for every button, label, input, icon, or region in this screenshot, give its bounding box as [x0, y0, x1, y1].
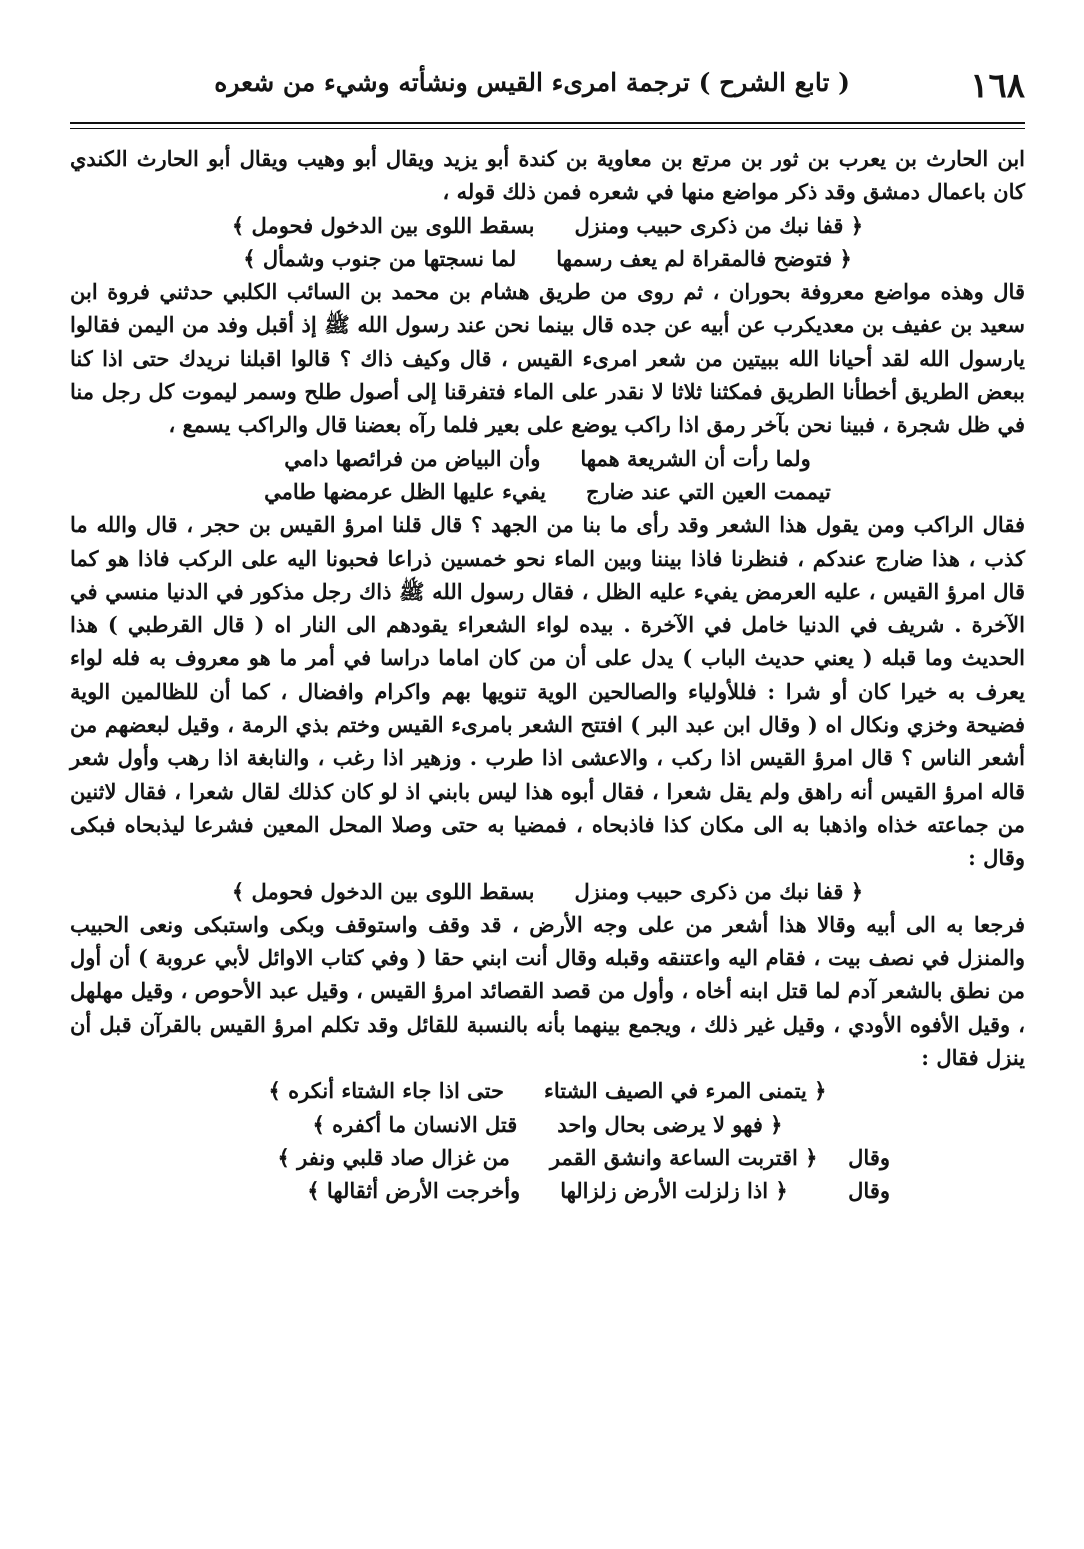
- verse-block: [70, 1074, 1025, 1207]
- verse-hemistich-first: ولما رأت أن الشريعة همها: [580, 445, 811, 471]
- verse-hemistich-first: ﴿ فتوضح فالمقراة لم يعف رسمها: [556, 245, 852, 271]
- page-body: [70, 142, 1025, 1208]
- verse-line: [70, 475, 1025, 508]
- header-rule-thin: [70, 128, 1025, 129]
- verse-intro: وقال: [848, 1178, 890, 1204]
- verse-hemistich-second: يفيء عليها الظل عرمضها طامي: [264, 478, 546, 504]
- paragraph: فقال الراكب ومن يقول هذا الشعر وقد رأى ما بنا من الجهد ؟ قال قلنا امرؤ القيس بن حجر ، قال والله ما كذب ، هذا ضارج عندكم ، فنظرنا فاذا بيننا وبين الماء نحو خمسين ذراعا فحبونا اليه على الركب فاذا هو كما قال امرؤ القيس ، عليه العرمض يفيء عليه الظل ، فقال رسول الله ﷺ ذاك رجل مذكور في الدنيا منسي في الآخرة . شريف في الدنيا خامل في الآخرة . بيده لواء الشعراء يقودهم الى النار اه ( قال القرطبي ) هذا الحديث وما قبله ( يعني حديث الباب ) يدل على أن من كان اماما دراسا في أمر ما هو معروف به فله لواء يعرف به خيرا كان أو شرا : فللأولياء والصالحين الوية تنويها بهم واكرام وافضال ، كما أن للظالمين الوية فضيحة وخزي ونكال اه ( وقال ابن عبد البر ) افتتح الشعر بامرىء القيس وختم بذي الرمة ، وقيل لبعضهم من أشعر الناس ؟ قال امرؤ القيس اذا ركب ، والاعشى اذا طرب . وزهير اذا رغب ، والنابغة اذا رهب وأول شعر قاله امرؤ القيس أنه راهق ولم يقل شعرا ، فقال أبوه هذا ليس بابني اذ لو كان كذلك لقال شعرا ، فقال لاثنين من جماعته خذاه واذهبا به الى مكان كذا فاذبحاه ، فمضيا به حتى وصلا المحل المعين فشرعا ليذبحاه فبكى وقال :: [70, 512, 1025, 871]
- verse-hemistich-first: تيممت العين التي عند ضارج: [585, 478, 831, 504]
- verse-block: [70, 875, 1025, 908]
- verse-hemistich-second: لما نسجتها من جنوب وشمأل ﴾: [243, 245, 517, 271]
- verse-intro: وقال: [848, 1144, 890, 1170]
- verse-hemistich-first: ﴿ يتمنى المرء في الصيف الشتاء: [543, 1078, 827, 1104]
- verse-line: [70, 1174, 1025, 1207]
- paragraph: فرجعا به الى أبيه وقالا هذا أشعر من على وجه الأرض ، قد وقف واستوقف وبكى واستبكى ونعى الحبيب والمنزل في نصف بيت ، فقام اليه واعتنقه وقبله وقال أنت ابني حقا ( وفي كتاب الاوائل لأبي عروبة ) أن أول من نطق بالشعر آدم لما قتل ابنه أخاه ، وأول من قصد القصائد امرؤ القيس ، وقيل عبد الأحوص ، وقيل مهلهل ، وقيل الأفوه الأودي ، وقيل غير ذلك ، ويجمع بينهما بأنه بالنسبة للقائل وقد تكلم امرؤ القيس بالقرآن قبل أن ينزل فقال :: [70, 911, 1025, 1071]
- verse-hemistich-second: حتى اذا جاء الشتاء أنكره ﴾: [268, 1078, 504, 1104]
- book-page: [70, 60, 1026, 1204]
- verse-hemistich-second: قتل الانسان ما أكفره ﴾: [312, 1111, 518, 1137]
- running-title: ( تابع الشرح ) ترجمة امرىء القيس ونشأته وشيء من شعره: [214, 68, 850, 97]
- page-number: ١٦٨: [970, 66, 1025, 106]
- verse-line: [70, 1141, 1025, 1174]
- verse-hemistich-first: ﴿ اذا زلزلت الأرض زلزالها: [560, 1178, 788, 1204]
- page-header: [70, 60, 1025, 120]
- verse-line: [70, 209, 1025, 242]
- verse-line: [70, 1108, 1025, 1141]
- verse-hemistich-second: بسقط اللوى بين الدخول فحومل ﴾: [231, 878, 535, 904]
- verse-hemistich-first: ﴿ قفا نبك من ذكرى حبيب ومنزل: [574, 878, 864, 904]
- verse-hemistich-second: وأخرجت الأرض أثقالها ﴾: [307, 1178, 521, 1204]
- verse-hemistich-second: بسقط اللوى بين الدخول فحومل ﴾: [231, 212, 535, 238]
- verse-hemistich-first: ﴿ قفا نبك من ذكرى حبيب ومنزل: [574, 212, 864, 238]
- verse-line: [70, 242, 1025, 275]
- verse-line: [70, 442, 1025, 475]
- verse-block: [70, 442, 1025, 509]
- verse-hemistich-second: من غزال صاد قلبي ونفر ﴾: [277, 1144, 510, 1170]
- verse-line: [70, 1074, 1025, 1107]
- header-rule: [70, 122, 1025, 124]
- verse-hemistich-second: وأن البياض من فرائصها دامي: [284, 445, 541, 471]
- paragraph: ابن الحارث بن يعرب بن ثور بن مرتع بن معاوية بن كندة أبو يزيد ويقال أبو وهيب ويقال أبو الحارث الكندي كان باعمال دمشق وقد ذكر مواضع منها في شعره فمن ذلك قوله ،: [70, 146, 1025, 205]
- verse-line: [70, 875, 1025, 908]
- verse-hemistich-first: ﴿ اقتربت الساعة وانشق القمر: [549, 1144, 818, 1170]
- verse-block: [70, 209, 1025, 276]
- paragraph: قال وهذه مواضع معروفة بحوران ، ثم روى من طريق هشام بن محمد بن السائب الكلبي حدثني فروة ابن سعيد بن عفيف بن معديكرب عن أبيه عن جده قال بينما نحن عند رسول الله ﷺ إذ أقبل وفد من اليمن فقالوا يارسول الله لقد أحيانا الله ببيتين من شعر امرىء القيس ، قال وكيف ذاك ؟ قالوا اقبلنا نريدك حتى اذا كنا ببعض الطريق أخطأنا الطريق فمكثنا ثلاثا لا نقدر على الماء فتفرقنا إلى أصول طلح وسمر ليموت كل رجل منا في ظل شجرة ، فبينا نحن بآخر رمق اذا راكب يوضع على بعير فلما رآه بعضنا قال والراكب يسمع ،: [70, 279, 1026, 438]
- verse-hemistich-first: ﴿ فهو لا يرضى بحال واحد: [557, 1111, 783, 1137]
